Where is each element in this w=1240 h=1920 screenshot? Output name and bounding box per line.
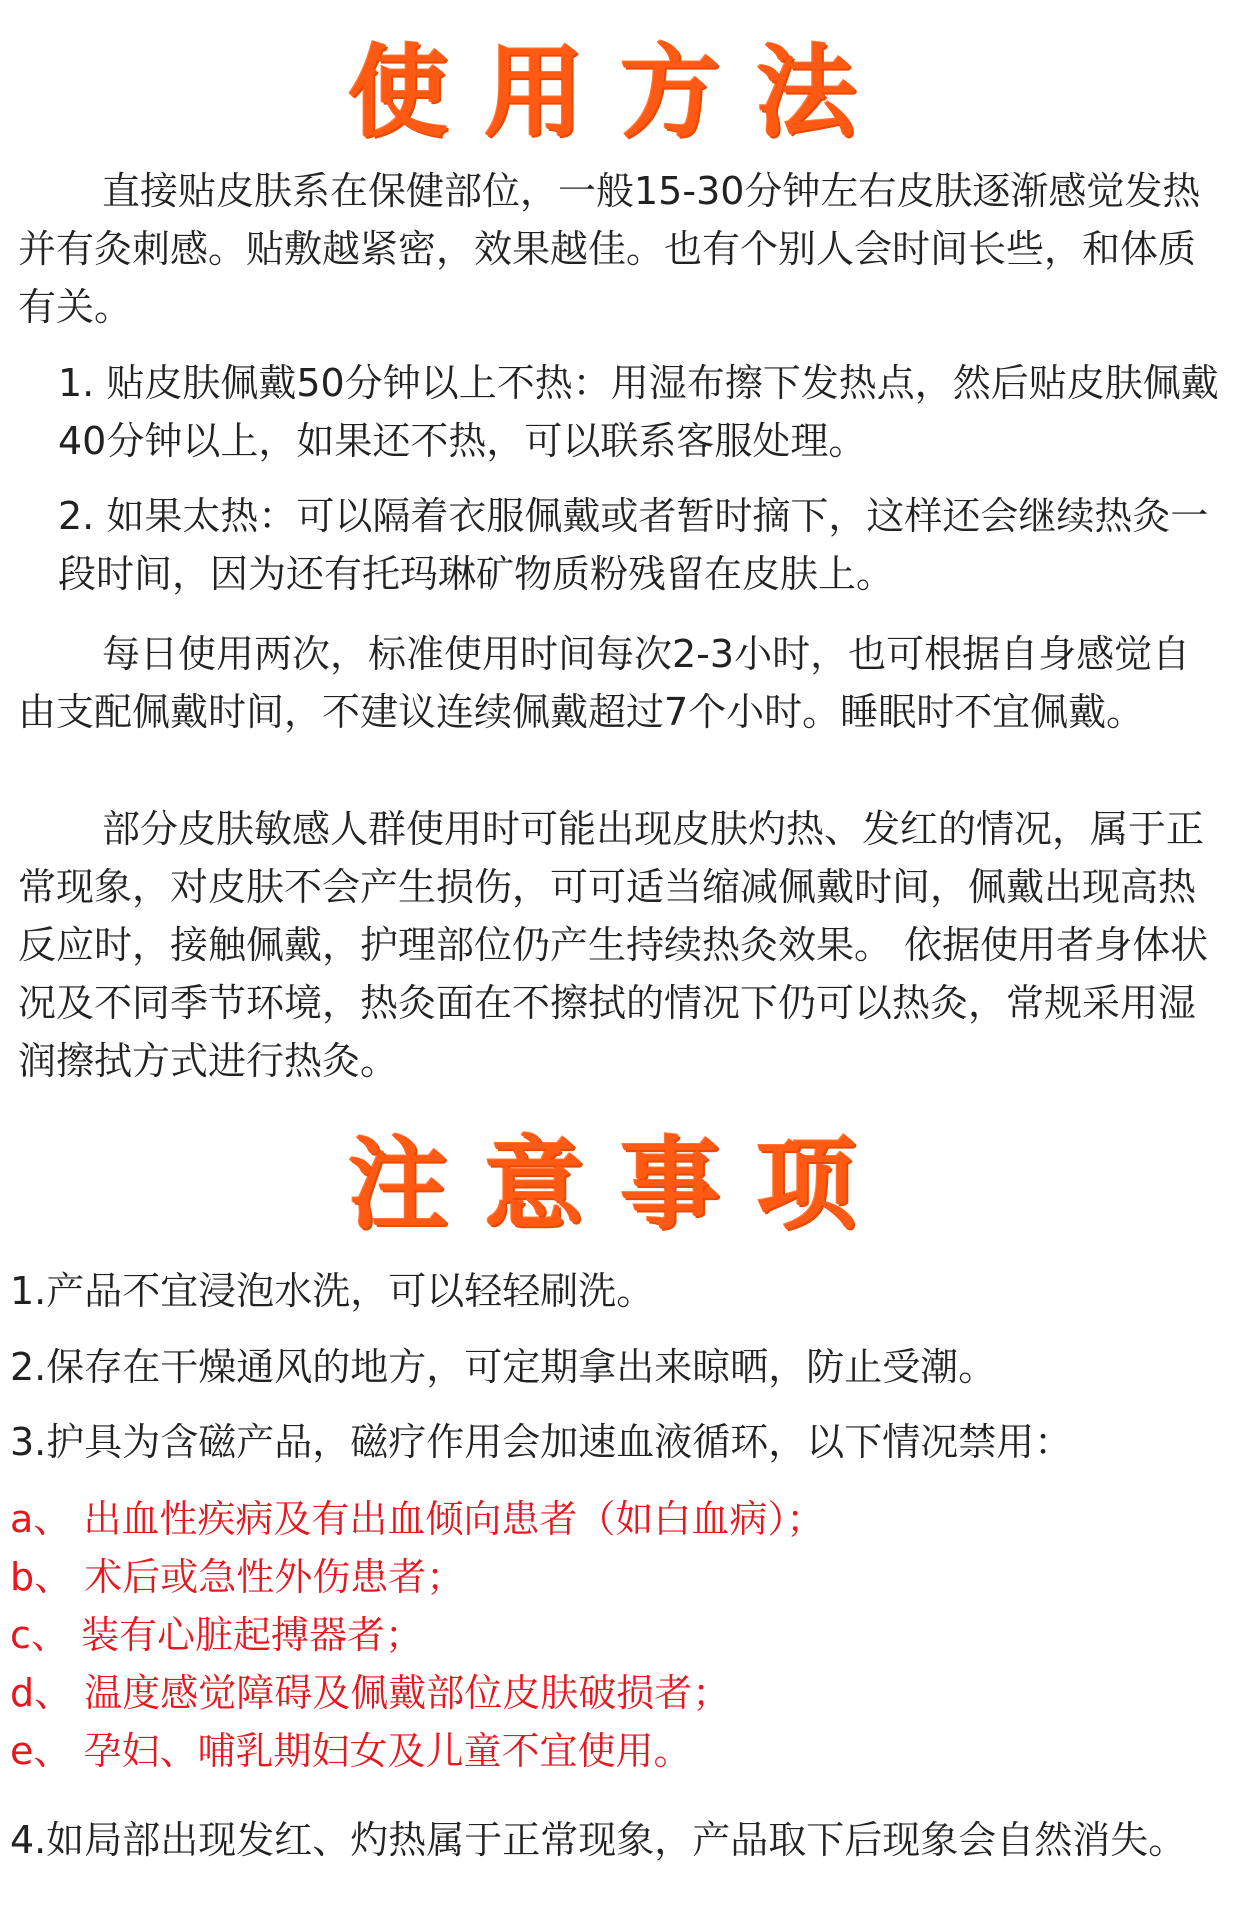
usage-item-1: 1. 贴皮肤佩戴50分钟以上不热：用湿布擦下发热点，然后贴皮肤佩戴40分钟以上，如果还不热，可以联系客服处理。 [58,361,1219,463]
contraindication-item: c、 装有心脏起搏器者； [10,1613,423,1657]
daily-usage-paragraph: 每日使用两次，标准使用时间每次2-3小时，也可根据自身感觉自由支配佩戴时间，不建议连续佩戴超过7个小时。睡眠时不宜佩戴。 [18,632,1191,734]
contraindication-item: a、 出血性疾病及有出血倾向患者（如白血病）； [10,1497,825,1541]
note-4: 4.如局部出现发红、灼热属于正常现象，产品取下后现象会自然消失。 [10,1818,1187,1862]
contraindication-list [10,1490,1230,1780]
usage-intro-paragraph: 直接贴皮肤系在保健部位，一般15-30分钟左右皮肤逐渐感觉发热并有灸刺感。贴敷越紧密，效果越佳。也有个别人会时间长些，和体质有关。 [18,169,1201,329]
contraindication-item: e、 孕妇、哺乳期妇女及儿童不宜使用。 [10,1729,692,1773]
contraindication-item: b、 术后或急性外伤患者； [10,1555,465,1599]
note-3: 3.护具为含磁产品，磁疗作用会加速血液循环，以下情况禁用： [10,1420,1073,1464]
contraindication-item: d、 温度感觉障碍及佩戴部位皮肤破损者； [10,1671,731,1715]
sensitive-skin-paragraph: 部分皮肤敏感人群使用时可能出现皮肤灼热、发红的情况，属于正常现象，对皮肤不会产生损伤，可可适当缩减佩戴时间，佩戴出现高热反应时，接触佩戴，护理部位仍产生持续热灸效果。 依据使用者身体状况及不同季节环境，热灸面在不擦拭的情况下仍可以热灸，常规采用湿润擦拭方式进行热灸。 [18,807,1209,1083]
usage-item-2: 2. 如果太热：可以隔着衣服佩戴或者暂时摘下，这样还会继续热灸一段时间，因为还有托玛琳矿物质粉残留在皮肤上。 [58,494,1209,596]
note-1: 1.产品不宜浸泡水洗，可以轻轻刷洗。 [10,1269,655,1313]
usage-heading: 使用方法 [348,34,892,151]
notes-heading: 注意事项 [348,1126,892,1243]
note-2: 2.保存在干燥通风的地方，可定期拿出来晾晒，防止受潮。 [10,1345,997,1389]
